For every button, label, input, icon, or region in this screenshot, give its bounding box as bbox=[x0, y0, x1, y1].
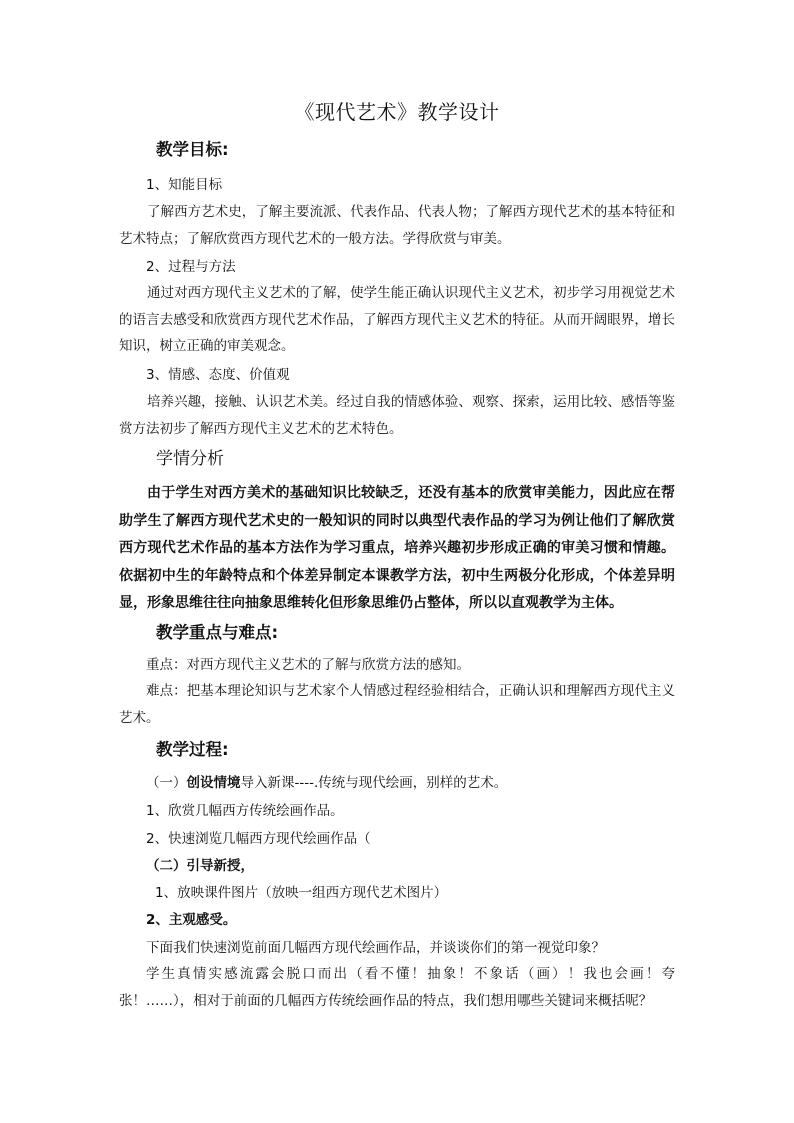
process-item-2: 2、快速浏览几幅西方现代绘画作品（ bbox=[146, 831, 371, 847]
process-step-2: （二）引导新授， bbox=[146, 858, 254, 874]
process-item-1: 1、欣赏几幅西方传统绘画作品。 bbox=[146, 803, 344, 819]
key-points-heading: 教学重点与难点: bbox=[156, 623, 279, 642]
process-method-label: 2、过程与方法 bbox=[146, 259, 236, 275]
knowledge-goal-text: 了解西方艺术史，了解主要流派、代表作品、代表人物；了解西方现代艺术的基本特征和艺术特点；了解欣赏西方现代艺术的一般方法。学得欣赏与审美。 bbox=[119, 204, 675, 247]
process-method-text: 通过对西方现代主义艺术的了解，使学生能正确认识现代主义艺术，初步学习用视觉艺术的语言去感受和欣赏西方现代艺术作品，了解西方现代主义艺术的特征。从而开阔眼界，增长知识，树立正确的审美观念。 bbox=[119, 285, 675, 354]
process-paragraph-1: 下面我们快速浏览前面几幅西方现代绘画作品，并谈谈你们的第一视觉印象？ bbox=[146, 940, 605, 956]
objectives-heading: 教学目标: bbox=[156, 140, 229, 159]
process-paragraph-2: 学生真情实感流露会脱口而出（看不懂！抽象！不象话（画）！我也会画！夸张！……），相对于前面的几幅西方传统绘画作品的特点，我们想用哪些关键词来概括呢？ bbox=[119, 966, 675, 1009]
emotion-value-label: 3、情感、态度、价值观 bbox=[146, 367, 290, 383]
process-step-1 bbox=[146, 770, 507, 796]
document-title: 《现代艺术》教学设计 bbox=[294, 100, 500, 124]
emotion-value-text: 培养兴趣，接触、认识艺术美。经过自我的情感体验、观察、探索，运用比较、感悟等鉴赏方法初步了解西方现代主义艺术的艺术特色。 bbox=[119, 394, 675, 437]
process-item-3: 1、放映课件图片（放映一组西方现代艺术图片） bbox=[155, 885, 448, 901]
process-item-4: 2、主观感受。 bbox=[146, 912, 237, 928]
analysis-text: 由于学生对西方美术的基础知识比较缺乏，还没有基本的欣赏审美能力，因此应在帮助学生了解西方现代艺术史的一般知识的同时以典型代表作品的学习为例让他们了解欣赏西方现代艺术作品的基本方法作为学习重点，培养兴趣初步形成正确的审美习惯和情趣。依据初中生的年龄特点和个体差异制定本课教学方法，初中生两极分化形成，个体差异明显，形象思维往往向抽象思维转化但形象思维仍占整体，所以以直观教学为主体。 bbox=[119, 485, 675, 611]
focus-text: 重点：对西方现代主义艺术的了解与欣赏方法的感知。 bbox=[146, 657, 470, 673]
process-heading: 教学过程: bbox=[156, 740, 229, 759]
process-step-1-prefix: （一） bbox=[146, 775, 187, 791]
analysis-heading: 学情分析 bbox=[156, 449, 224, 469]
difficulty-text: 难点：把基本理论知识与艺术家个人情感过程经验相结合，正确认识和理解西方现代主义艺术。 bbox=[119, 683, 675, 726]
knowledge-goal-label: 1、知能目标 bbox=[146, 177, 223, 193]
process-step-1-bold: 创设情境 bbox=[186, 775, 241, 791]
process-step-1-rest: 导入新课----.传统与现代绘画，别样的艺术。 bbox=[240, 775, 508, 791]
